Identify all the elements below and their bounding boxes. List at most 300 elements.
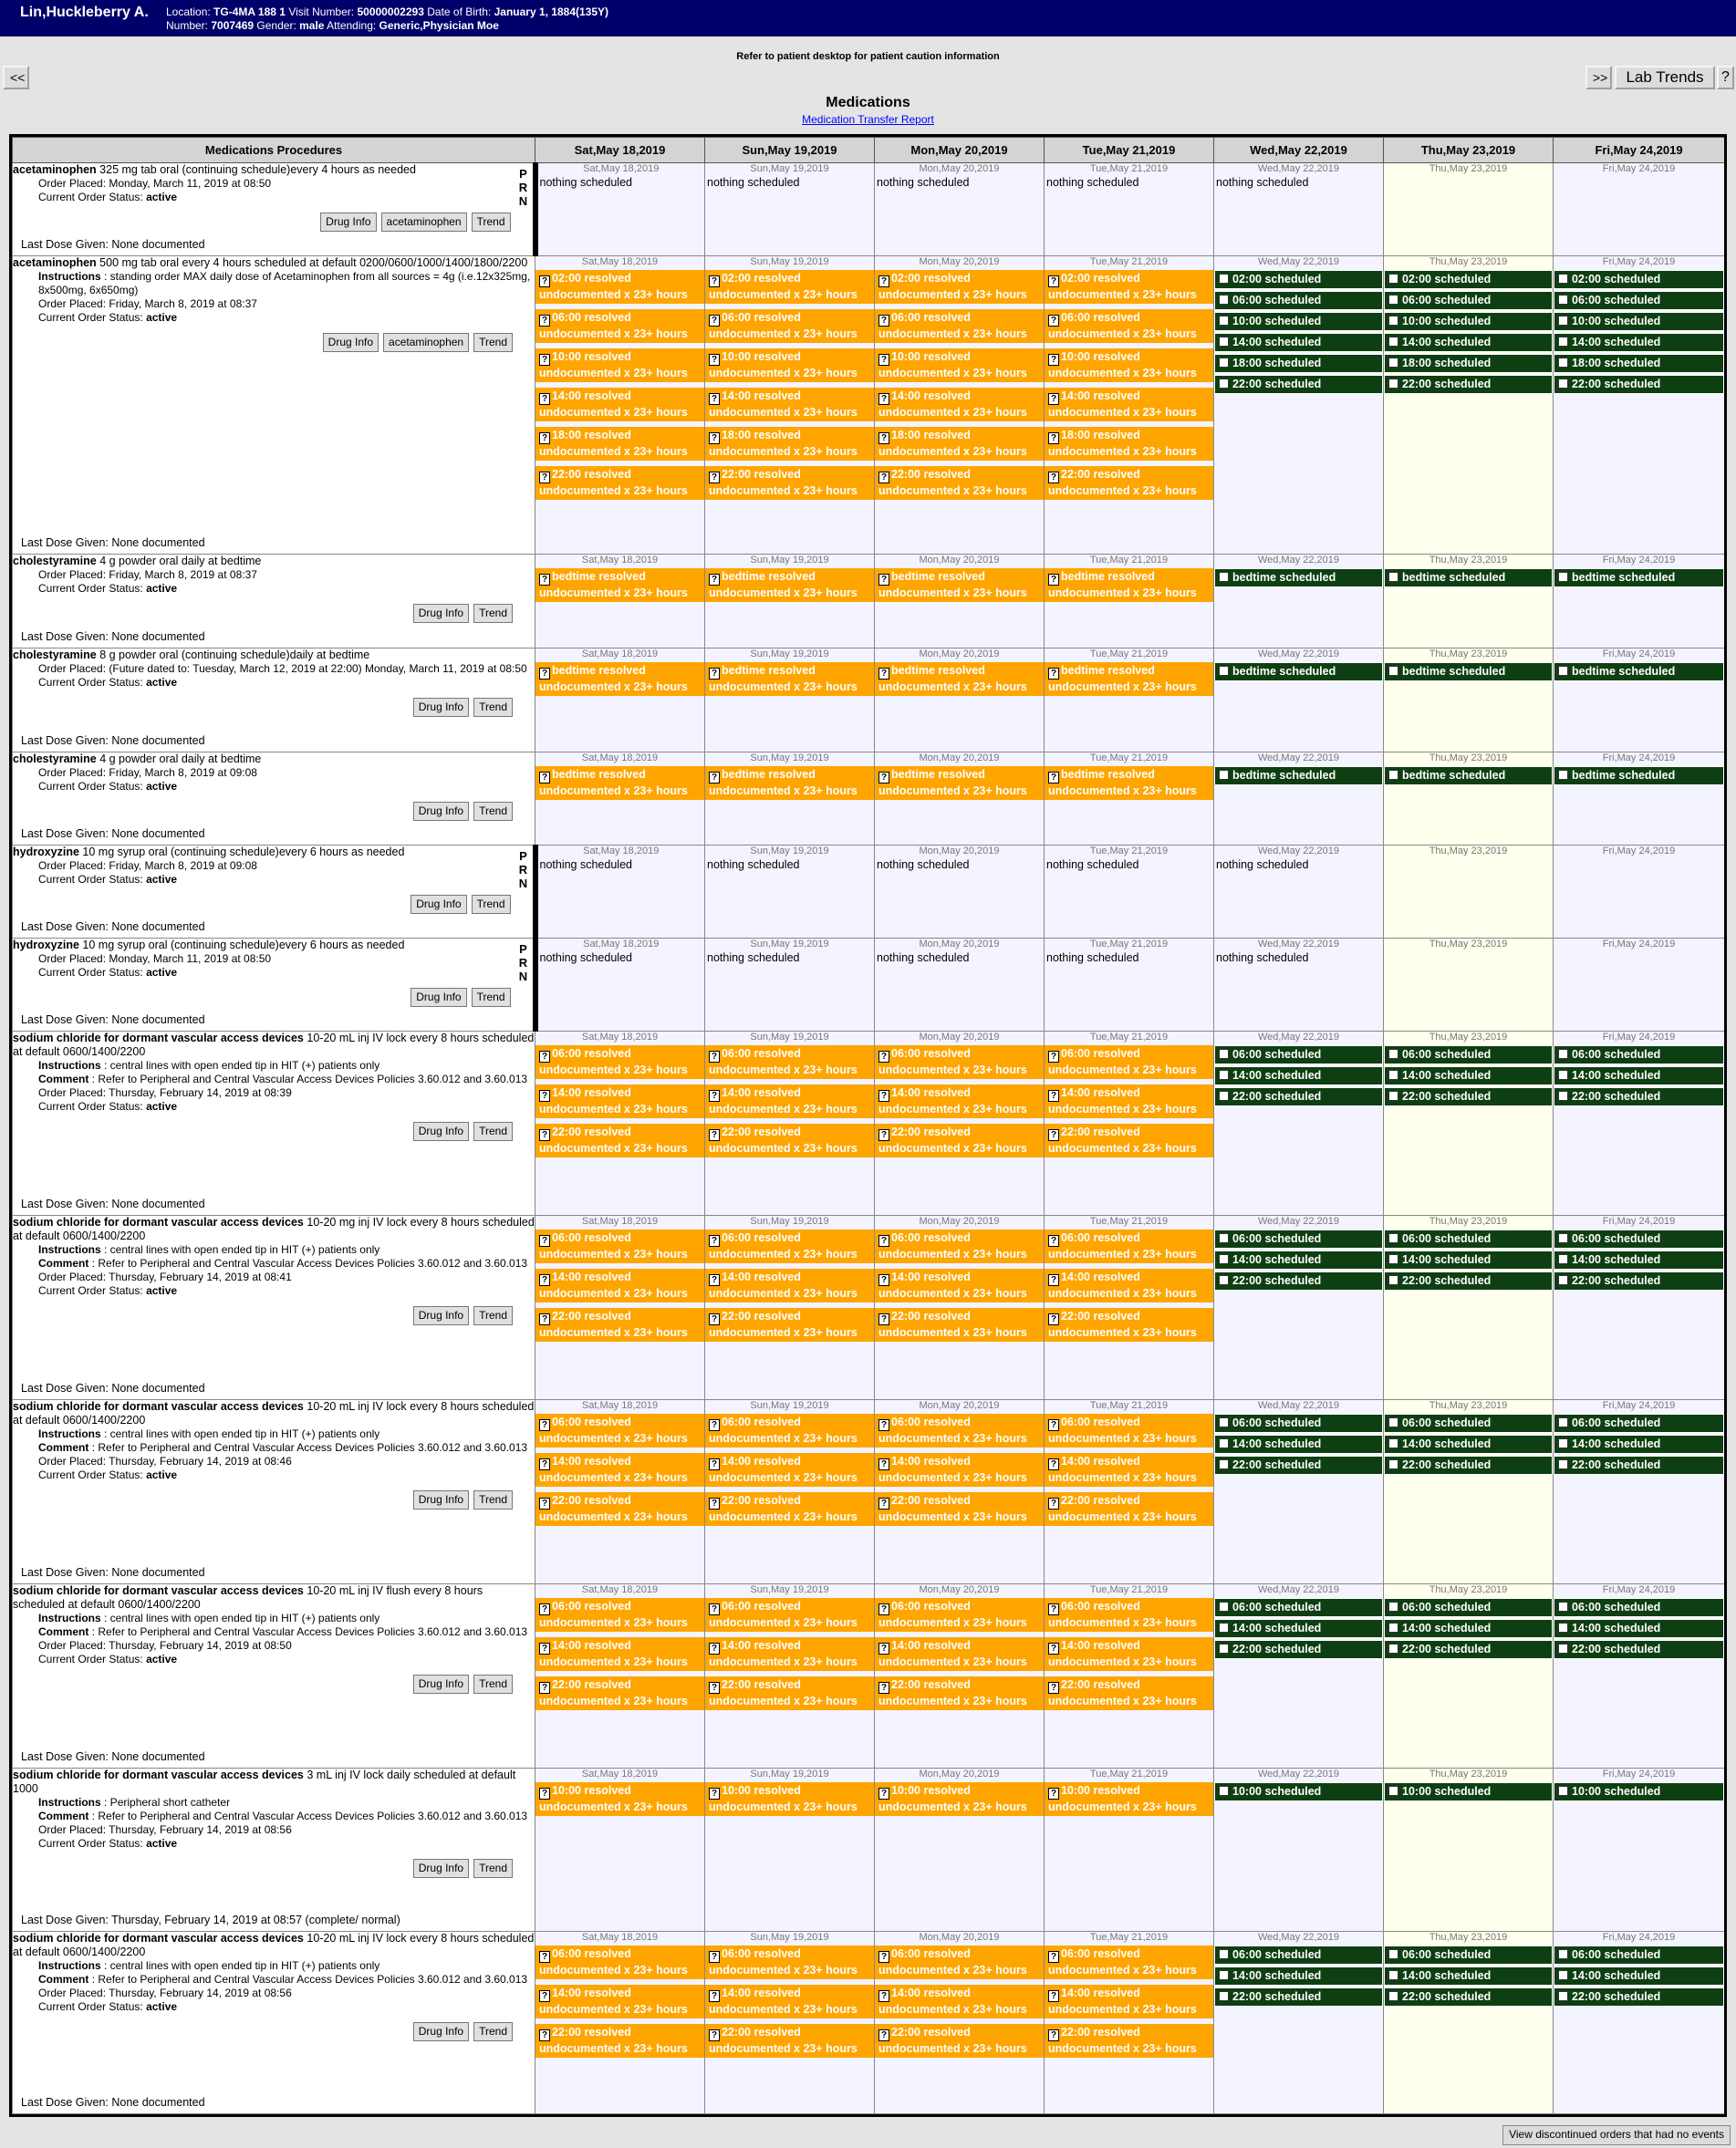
scheduled-event[interactable] xyxy=(1384,1045,1553,1064)
scheduled-event[interactable] xyxy=(1384,1250,1553,1270)
checkbox-icon[interactable] xyxy=(1558,358,1568,368)
checkbox-icon[interactable] xyxy=(1388,1991,1398,2001)
resolved-event[interactable] xyxy=(705,766,874,800)
scheduled-event[interactable] xyxy=(1214,1782,1383,1801)
checkbox-icon[interactable] xyxy=(1388,1275,1398,1285)
resolved-event[interactable] xyxy=(535,1045,704,1079)
resolved-event[interactable] xyxy=(535,1269,704,1302)
previous-button[interactable]: << xyxy=(3,66,29,89)
checkbox-icon[interactable] xyxy=(1558,572,1568,582)
scheduled-event[interactable] xyxy=(1384,1271,1553,1291)
resolved-event[interactable] xyxy=(1045,1985,1213,2018)
resolved-event[interactable] xyxy=(705,1782,874,1816)
scheduled-event[interactable] xyxy=(1214,766,1383,785)
resolved-event[interactable] xyxy=(705,1414,874,1448)
checkbox-icon[interactable] xyxy=(1219,1623,1229,1633)
scheduled-event[interactable] xyxy=(1554,1087,1724,1106)
checkbox-icon[interactable] xyxy=(1388,1091,1398,1101)
resolved-event[interactable] xyxy=(1045,1124,1213,1157)
drug-info-button[interactable]: Drug Info xyxy=(413,802,469,821)
scheduled-event[interactable] xyxy=(1214,354,1383,373)
scheduled-event[interactable] xyxy=(1554,1598,1724,1617)
scheduled-event[interactable] xyxy=(1554,1414,1724,1433)
day-cell xyxy=(535,1584,705,1769)
checkbox-icon[interactable] xyxy=(1558,337,1568,347)
checkbox-icon[interactable] xyxy=(1558,1417,1568,1427)
checkbox-icon[interactable] xyxy=(1219,1049,1229,1059)
resolved-event[interactable] xyxy=(705,1598,874,1632)
checkbox-icon[interactable] xyxy=(1219,1091,1229,1101)
scheduled-event[interactable] xyxy=(1214,1045,1383,1064)
resolved-event[interactable] xyxy=(1045,1084,1213,1118)
scheduled-event[interactable] xyxy=(1384,1598,1553,1617)
drug-info-button[interactable]: Drug Info xyxy=(413,1306,469,1325)
resolved-event[interactable] xyxy=(875,1637,1044,1671)
scheduled-event[interactable] xyxy=(1554,1230,1724,1249)
checkbox-icon[interactable] xyxy=(1219,572,1229,582)
resolved-event[interactable] xyxy=(1045,1453,1213,1487)
resolved-event[interactable] xyxy=(705,466,874,500)
resolved-event[interactable] xyxy=(705,1230,874,1263)
resolved-event[interactable] xyxy=(1045,1492,1213,1526)
checkbox-icon[interactable] xyxy=(1388,770,1398,780)
resolved-event[interactable] xyxy=(1045,2024,1213,2058)
trend-button[interactable]: Trend xyxy=(473,1306,513,1325)
resolved-event[interactable] xyxy=(535,662,704,696)
help-button[interactable]: ? xyxy=(1717,66,1734,89)
resolved-event[interactable] xyxy=(875,348,1044,382)
resolved-event[interactable] xyxy=(875,1308,1044,1342)
trend-button[interactable]: Trend xyxy=(473,698,513,717)
drug-info-button[interactable]: Drug Info xyxy=(320,213,376,232)
scheduled-event[interactable] xyxy=(1384,1966,1553,1986)
view-discontinued-button[interactable]: View discontinued orders that had no events xyxy=(1502,2125,1731,2145)
trend-button[interactable]: Trend xyxy=(473,1122,513,1141)
scheduled-event[interactable] xyxy=(1384,1456,1553,1475)
scheduled-event[interactable] xyxy=(1384,354,1553,373)
resolved-event[interactable] xyxy=(705,1124,874,1157)
checkbox-icon[interactable] xyxy=(1219,274,1229,284)
resolved-event[interactable] xyxy=(875,568,1044,602)
resolved-event[interactable] xyxy=(875,1269,1044,1302)
resolved-event[interactable] xyxy=(875,766,1044,800)
drug-info-button[interactable]: Drug Info xyxy=(413,1122,469,1141)
resolved-event[interactable] xyxy=(535,1676,704,1710)
resolved-event[interactable] xyxy=(705,1084,874,1118)
scheduled-event[interactable] xyxy=(1554,1456,1724,1475)
resolved-event[interactable] xyxy=(705,309,874,343)
checkbox-icon[interactable] xyxy=(1219,1070,1229,1080)
checkbox-icon[interactable] xyxy=(1219,1254,1229,1264)
resolved-event[interactable] xyxy=(535,1946,704,1979)
scheduled-event[interactable] xyxy=(1384,1640,1553,1659)
resolved-event[interactable] xyxy=(535,1782,704,1816)
scheduled-event[interactable] xyxy=(1214,333,1383,352)
scheduled-event[interactable] xyxy=(1384,766,1553,785)
scheduled-event[interactable] xyxy=(1384,375,1553,394)
resolved-event[interactable] xyxy=(1045,1598,1213,1632)
checkbox-icon[interactable] xyxy=(1388,316,1398,326)
checkbox-icon[interactable] xyxy=(1219,1786,1229,1796)
resolved-event[interactable] xyxy=(705,1946,874,1979)
checkbox-icon[interactable] xyxy=(1219,337,1229,347)
scheduled-event[interactable] xyxy=(1384,662,1553,681)
event-status: scheduled xyxy=(1604,1643,1661,1656)
resolved-event[interactable] xyxy=(875,309,1044,343)
resolved-event[interactable] xyxy=(1045,1782,1213,1816)
checkbox-icon[interactable] xyxy=(1388,1049,1398,1059)
trend-button[interactable]: Trend xyxy=(473,802,513,821)
scheduled-event[interactable] xyxy=(1214,1456,1383,1475)
trend-button[interactable]: Trend xyxy=(473,2022,513,2041)
scheduled-event[interactable] xyxy=(1384,1435,1553,1454)
checkbox-icon[interactable] xyxy=(1219,1438,1229,1448)
resolved-event[interactable] xyxy=(875,1492,1044,1526)
checkbox-icon[interactable] xyxy=(1388,1602,1398,1612)
scheduled-event[interactable] xyxy=(1384,1230,1553,1249)
checkbox-icon[interactable] xyxy=(1219,666,1229,676)
resolved-event[interactable] xyxy=(535,2024,704,2058)
next-button[interactable]: >> xyxy=(1585,66,1612,89)
checkbox-icon[interactable] xyxy=(1388,274,1398,284)
scheduled-event[interactable] xyxy=(1214,291,1383,310)
resolved-event[interactable] xyxy=(705,1492,874,1526)
resolved-event[interactable] xyxy=(535,1414,704,1448)
drug-link-button[interactable]: acetaminophen xyxy=(383,333,469,352)
event-status: scheduled xyxy=(1264,336,1322,349)
scheduled-event[interactable] xyxy=(1214,1619,1383,1638)
checkbox-icon[interactable] xyxy=(1388,1438,1398,1448)
trend-button[interactable]: Trend xyxy=(472,213,511,232)
resolved-event[interactable] xyxy=(875,1045,1044,1079)
drug-info-button[interactable]: Drug Info xyxy=(413,1859,469,1878)
resolved-event[interactable] xyxy=(1045,348,1213,382)
resolved-event[interactable] xyxy=(535,427,704,461)
drug-info-button[interactable]: Drug Info xyxy=(413,698,469,717)
resolved-event[interactable] xyxy=(535,270,704,304)
checkbox-icon[interactable] xyxy=(1388,572,1398,582)
checkbox-icon[interactable] xyxy=(1219,1991,1229,2001)
scheduled-event[interactable] xyxy=(1554,375,1724,394)
resolved-event[interactable] xyxy=(875,1124,1044,1157)
resolved-event[interactable] xyxy=(875,466,1044,500)
trend-button[interactable]: Trend xyxy=(473,1490,513,1510)
scheduled-event[interactable] xyxy=(1384,333,1553,352)
resolved-event[interactable] xyxy=(705,1045,874,1079)
resolved-event[interactable] xyxy=(875,662,1044,696)
checkbox-icon[interactable] xyxy=(1558,1275,1568,1285)
scheduled-event[interactable] xyxy=(1214,1640,1383,1659)
scheduled-event[interactable] xyxy=(1384,1782,1553,1801)
resolved-event[interactable] xyxy=(1045,1414,1213,1448)
resolved-event[interactable] xyxy=(535,1598,704,1632)
scheduled-event[interactable] xyxy=(1554,766,1724,785)
resolved-event[interactable] xyxy=(535,1124,704,1157)
resolved-event[interactable] xyxy=(875,2024,1044,2058)
checkbox-icon[interactable] xyxy=(1558,1233,1568,1243)
checkbox-icon[interactable] xyxy=(1219,295,1229,305)
page-title: Medications xyxy=(826,95,910,110)
trend-button[interactable]: Trend xyxy=(473,1675,513,1694)
scheduled-event[interactable] xyxy=(1554,1619,1724,1638)
event-status: scheduled xyxy=(1434,1253,1492,1267)
medication-transfer-report-link[interactable]: Medication Transfer Report xyxy=(802,113,934,126)
scheduled-event[interactable] xyxy=(1384,1087,1553,1106)
drug-info-button[interactable]: Drug Info xyxy=(413,604,469,623)
question-icon: ? xyxy=(878,1458,889,1470)
checkbox-icon[interactable] xyxy=(1388,1623,1398,1633)
scheduled-event[interactable] xyxy=(1554,1966,1724,1986)
checkbox-icon[interactable] xyxy=(1558,1438,1568,1448)
medication-description xyxy=(13,752,535,766)
checkbox-icon[interactable] xyxy=(1558,379,1568,389)
checkbox-icon[interactable] xyxy=(1558,1070,1568,1080)
checkbox-icon[interactable] xyxy=(1388,1949,1398,1959)
checkbox-icon[interactable] xyxy=(1558,274,1568,284)
checkbox-icon[interactable] xyxy=(1558,1602,1568,1612)
resolved-event[interactable] xyxy=(705,348,874,382)
checkbox-icon[interactable] xyxy=(1558,295,1568,305)
resolved-event[interactable] xyxy=(705,388,874,421)
checkbox-icon[interactable] xyxy=(1219,1602,1229,1612)
resolved-event[interactable] xyxy=(705,427,874,461)
scheduled-event[interactable] xyxy=(1554,291,1724,310)
scheduled-event[interactable] xyxy=(1554,1066,1724,1085)
resolved-event[interactable] xyxy=(535,348,704,382)
checkbox-icon[interactable] xyxy=(1388,1786,1398,1796)
resolved-event[interactable] xyxy=(875,1985,1044,2018)
scheduled-event[interactable] xyxy=(1214,1598,1383,1617)
event-time: 22:00 xyxy=(1232,1990,1262,2004)
checkbox-icon[interactable] xyxy=(1219,316,1229,326)
scheduled-event[interactable] xyxy=(1214,1271,1383,1291)
resolved-event[interactable] xyxy=(1045,662,1213,696)
scheduled-event[interactable] xyxy=(1554,1435,1724,1454)
resolved-event[interactable] xyxy=(1045,1308,1213,1342)
resolved-event[interactable] xyxy=(875,1782,1044,1816)
last-dose xyxy=(21,2096,205,2109)
checkbox-icon[interactable] xyxy=(1388,1070,1398,1080)
trend-button[interactable]: Trend xyxy=(472,895,511,914)
scheduled-event[interactable] xyxy=(1214,312,1383,331)
checkbox-icon[interactable] xyxy=(1558,316,1568,326)
resolved-event[interactable] xyxy=(875,427,1044,461)
checkbox-icon[interactable] xyxy=(1388,1417,1398,1427)
resolved-event[interactable] xyxy=(705,1985,874,2018)
resolved-event[interactable] xyxy=(875,1946,1044,1979)
resolved-event[interactable] xyxy=(705,1637,874,1671)
resolved-event[interactable] xyxy=(705,1269,874,1302)
resolved-event[interactable] xyxy=(875,1414,1044,1448)
trend-button[interactable]: Trend xyxy=(473,1859,513,1878)
drug-info-button[interactable]: Drug Info xyxy=(411,895,466,914)
scheduled-event[interactable] xyxy=(1214,270,1383,289)
resolved-event[interactable] xyxy=(1045,1637,1213,1671)
checkbox-icon[interactable] xyxy=(1388,1644,1398,1654)
checkbox-icon[interactable] xyxy=(1388,295,1398,305)
resolved-event[interactable] xyxy=(1045,1946,1213,1979)
scheduled-event[interactable] xyxy=(1214,1087,1383,1106)
resolved-event[interactable] xyxy=(1045,309,1213,343)
resolved-event[interactable] xyxy=(875,1676,1044,1710)
checkbox-icon[interactable] xyxy=(1558,1623,1568,1633)
scheduled-event[interactable] xyxy=(1214,1066,1383,1085)
scheduled-event[interactable] xyxy=(1214,1987,1383,2007)
resolved-event[interactable] xyxy=(1045,427,1213,461)
resolved-event[interactable] xyxy=(535,1230,704,1263)
scheduled-event[interactable] xyxy=(1554,1946,1724,1965)
checkbox-icon[interactable] xyxy=(1388,1233,1398,1243)
checkbox-icon[interactable] xyxy=(1388,666,1398,676)
event-status: resolved undocumented x 23+ hours xyxy=(709,1126,858,1156)
checkbox-icon[interactable] xyxy=(1558,666,1568,676)
resolved-event[interactable] xyxy=(1045,466,1213,500)
checkbox-icon[interactable] xyxy=(1219,770,1229,780)
scheduled-event[interactable] xyxy=(1384,1619,1553,1638)
day-cell-date: Mon,May 20,2019 xyxy=(919,256,1000,268)
scheduled-event[interactable] xyxy=(1554,568,1724,587)
checkbox-icon[interactable] xyxy=(1558,1091,1568,1101)
resolved-event[interactable] xyxy=(705,2024,874,2058)
day-header: Tue,May 21,2019 xyxy=(1045,138,1214,163)
scheduled-event[interactable] xyxy=(1214,1250,1383,1270)
resolved-event[interactable] xyxy=(705,662,874,696)
resolved-event[interactable] xyxy=(705,1453,874,1487)
drug-link-button[interactable]: acetaminophen xyxy=(381,213,467,232)
scheduled-event[interactable] xyxy=(1214,1435,1383,1454)
resolved-event[interactable] xyxy=(875,388,1044,421)
scheduled-event[interactable] xyxy=(1554,1045,1724,1064)
resolved-event[interactable] xyxy=(875,270,1044,304)
scheduled-event[interactable] xyxy=(1384,1946,1553,1965)
checkbox-icon[interactable] xyxy=(1219,358,1229,368)
resolved-event[interactable] xyxy=(535,309,704,343)
resolved-event[interactable] xyxy=(535,1084,704,1118)
drug-info-button[interactable]: Drug Info xyxy=(411,988,466,1007)
scheduled-event[interactable] xyxy=(1554,1987,1724,2007)
checkbox-icon[interactable] xyxy=(1558,1949,1568,1959)
trend-button[interactable]: Trend xyxy=(473,333,513,352)
resolved-event[interactable] xyxy=(535,1492,704,1526)
resolved-event[interactable] xyxy=(535,1985,704,2018)
scheduled-event[interactable] xyxy=(1554,354,1724,373)
scheduled-event[interactable] xyxy=(1554,270,1724,289)
resolved-event[interactable] xyxy=(1045,1230,1213,1263)
checkbox-icon[interactable] xyxy=(1558,1644,1568,1654)
scheduled-event[interactable] xyxy=(1554,1250,1724,1270)
scheduled-event[interactable] xyxy=(1384,1066,1553,1085)
checkbox-icon[interactable] xyxy=(1388,379,1398,389)
checkbox-icon[interactable] xyxy=(1219,1970,1229,1980)
scheduled-event[interactable] xyxy=(1384,291,1553,310)
scheduled-event[interactable] xyxy=(1554,1640,1724,1659)
checkbox-icon[interactable] xyxy=(1558,1254,1568,1264)
scheduled-event[interactable] xyxy=(1384,312,1553,331)
checkbox-icon[interactable] xyxy=(1558,1049,1568,1059)
scheduled-event[interactable] xyxy=(1384,1987,1553,2007)
checkbox-icon[interactable] xyxy=(1219,1417,1229,1427)
resolved-event[interactable] xyxy=(535,1637,704,1671)
drug-info-button[interactable]: Drug Info xyxy=(413,2022,469,2041)
lab-trends-button[interactable]: Lab Trends xyxy=(1615,66,1715,89)
scheduled-event[interactable] xyxy=(1214,375,1383,394)
checkbox-icon[interactable] xyxy=(1388,1459,1398,1469)
checkbox-icon[interactable] xyxy=(1388,1254,1398,1264)
drug-info-button[interactable]: Drug Info xyxy=(323,333,379,352)
checkbox-icon[interactable] xyxy=(1558,1786,1568,1796)
scheduled-event[interactable] xyxy=(1554,1271,1724,1291)
checkbox-icon[interactable] xyxy=(1219,1949,1229,1959)
scheduled-event[interactable] xyxy=(1554,1782,1724,1801)
resolved-event[interactable] xyxy=(535,388,704,421)
drug-info-button[interactable]: Drug Info xyxy=(413,1675,469,1694)
scheduled-event[interactable] xyxy=(1384,1414,1553,1433)
resolved-event[interactable] xyxy=(705,270,874,304)
resolved-event[interactable] xyxy=(875,1230,1044,1263)
checkbox-icon[interactable] xyxy=(1219,1459,1229,1469)
scheduled-event[interactable] xyxy=(1554,333,1724,352)
resolved-event[interactable] xyxy=(705,1308,874,1342)
checkbox-icon[interactable] xyxy=(1388,1970,1398,1980)
scheduled-event[interactable] xyxy=(1384,270,1553,289)
checkbox-icon[interactable] xyxy=(1558,1970,1568,1980)
checkbox-icon[interactable] xyxy=(1388,358,1398,368)
resolved-event[interactable] xyxy=(1045,1045,1213,1079)
resolved-event[interactable] xyxy=(705,568,874,602)
resolved-event[interactable] xyxy=(1045,270,1213,304)
resolved-event[interactable] xyxy=(875,1453,1044,1487)
checkbox-icon[interactable] xyxy=(1219,379,1229,389)
scheduled-event[interactable] xyxy=(1214,1946,1383,1965)
resolved-event[interactable] xyxy=(875,1084,1044,1118)
scheduled-event[interactable] xyxy=(1214,1414,1383,1433)
trend-button[interactable]: Trend xyxy=(473,604,513,623)
resolved-event[interactable] xyxy=(535,1308,704,1342)
resolved-event[interactable] xyxy=(535,766,704,800)
scheduled-event[interactable] xyxy=(1384,568,1553,587)
checkbox-icon[interactable] xyxy=(1558,1991,1568,2001)
checkbox-icon[interactable] xyxy=(1219,1233,1229,1243)
resolved-event[interactable] xyxy=(705,1676,874,1710)
checkbox-icon[interactable] xyxy=(1219,1644,1229,1654)
scheduled-event[interactable] xyxy=(1214,662,1383,681)
resolved-event[interactable] xyxy=(1045,388,1213,421)
order-detail xyxy=(13,1639,535,1653)
resolved-event[interactable] xyxy=(1045,766,1213,800)
scheduled-event[interactable] xyxy=(1214,1230,1383,1249)
resolved-event[interactable] xyxy=(1045,1676,1213,1710)
resolved-event[interactable] xyxy=(1045,568,1213,602)
resolved-event[interactable] xyxy=(535,466,704,500)
resolved-event[interactable] xyxy=(535,1453,704,1487)
checkbox-icon[interactable] xyxy=(1558,770,1568,780)
drug-info-button[interactable]: Drug Info xyxy=(413,1490,469,1510)
trend-button[interactable]: Trend xyxy=(472,988,511,1007)
resolved-event[interactable] xyxy=(1045,1269,1213,1302)
event-time: bedtime xyxy=(1232,664,1276,678)
scheduled-event[interactable] xyxy=(1214,568,1383,587)
resolved-event[interactable] xyxy=(875,1598,1044,1632)
scheduled-event[interactable] xyxy=(1214,1966,1383,1986)
checkbox-icon[interactable] xyxy=(1558,1459,1568,1469)
order-actions xyxy=(13,604,513,623)
scheduled-event[interactable] xyxy=(1554,312,1724,331)
event-status: resolved undocumented x 23+ hours xyxy=(709,1947,858,1977)
resolved-event[interactable] xyxy=(535,568,704,602)
checkbox-icon[interactable] xyxy=(1388,337,1398,347)
scheduled-event[interactable] xyxy=(1554,662,1724,681)
checkbox-icon[interactable] xyxy=(1219,1275,1229,1285)
